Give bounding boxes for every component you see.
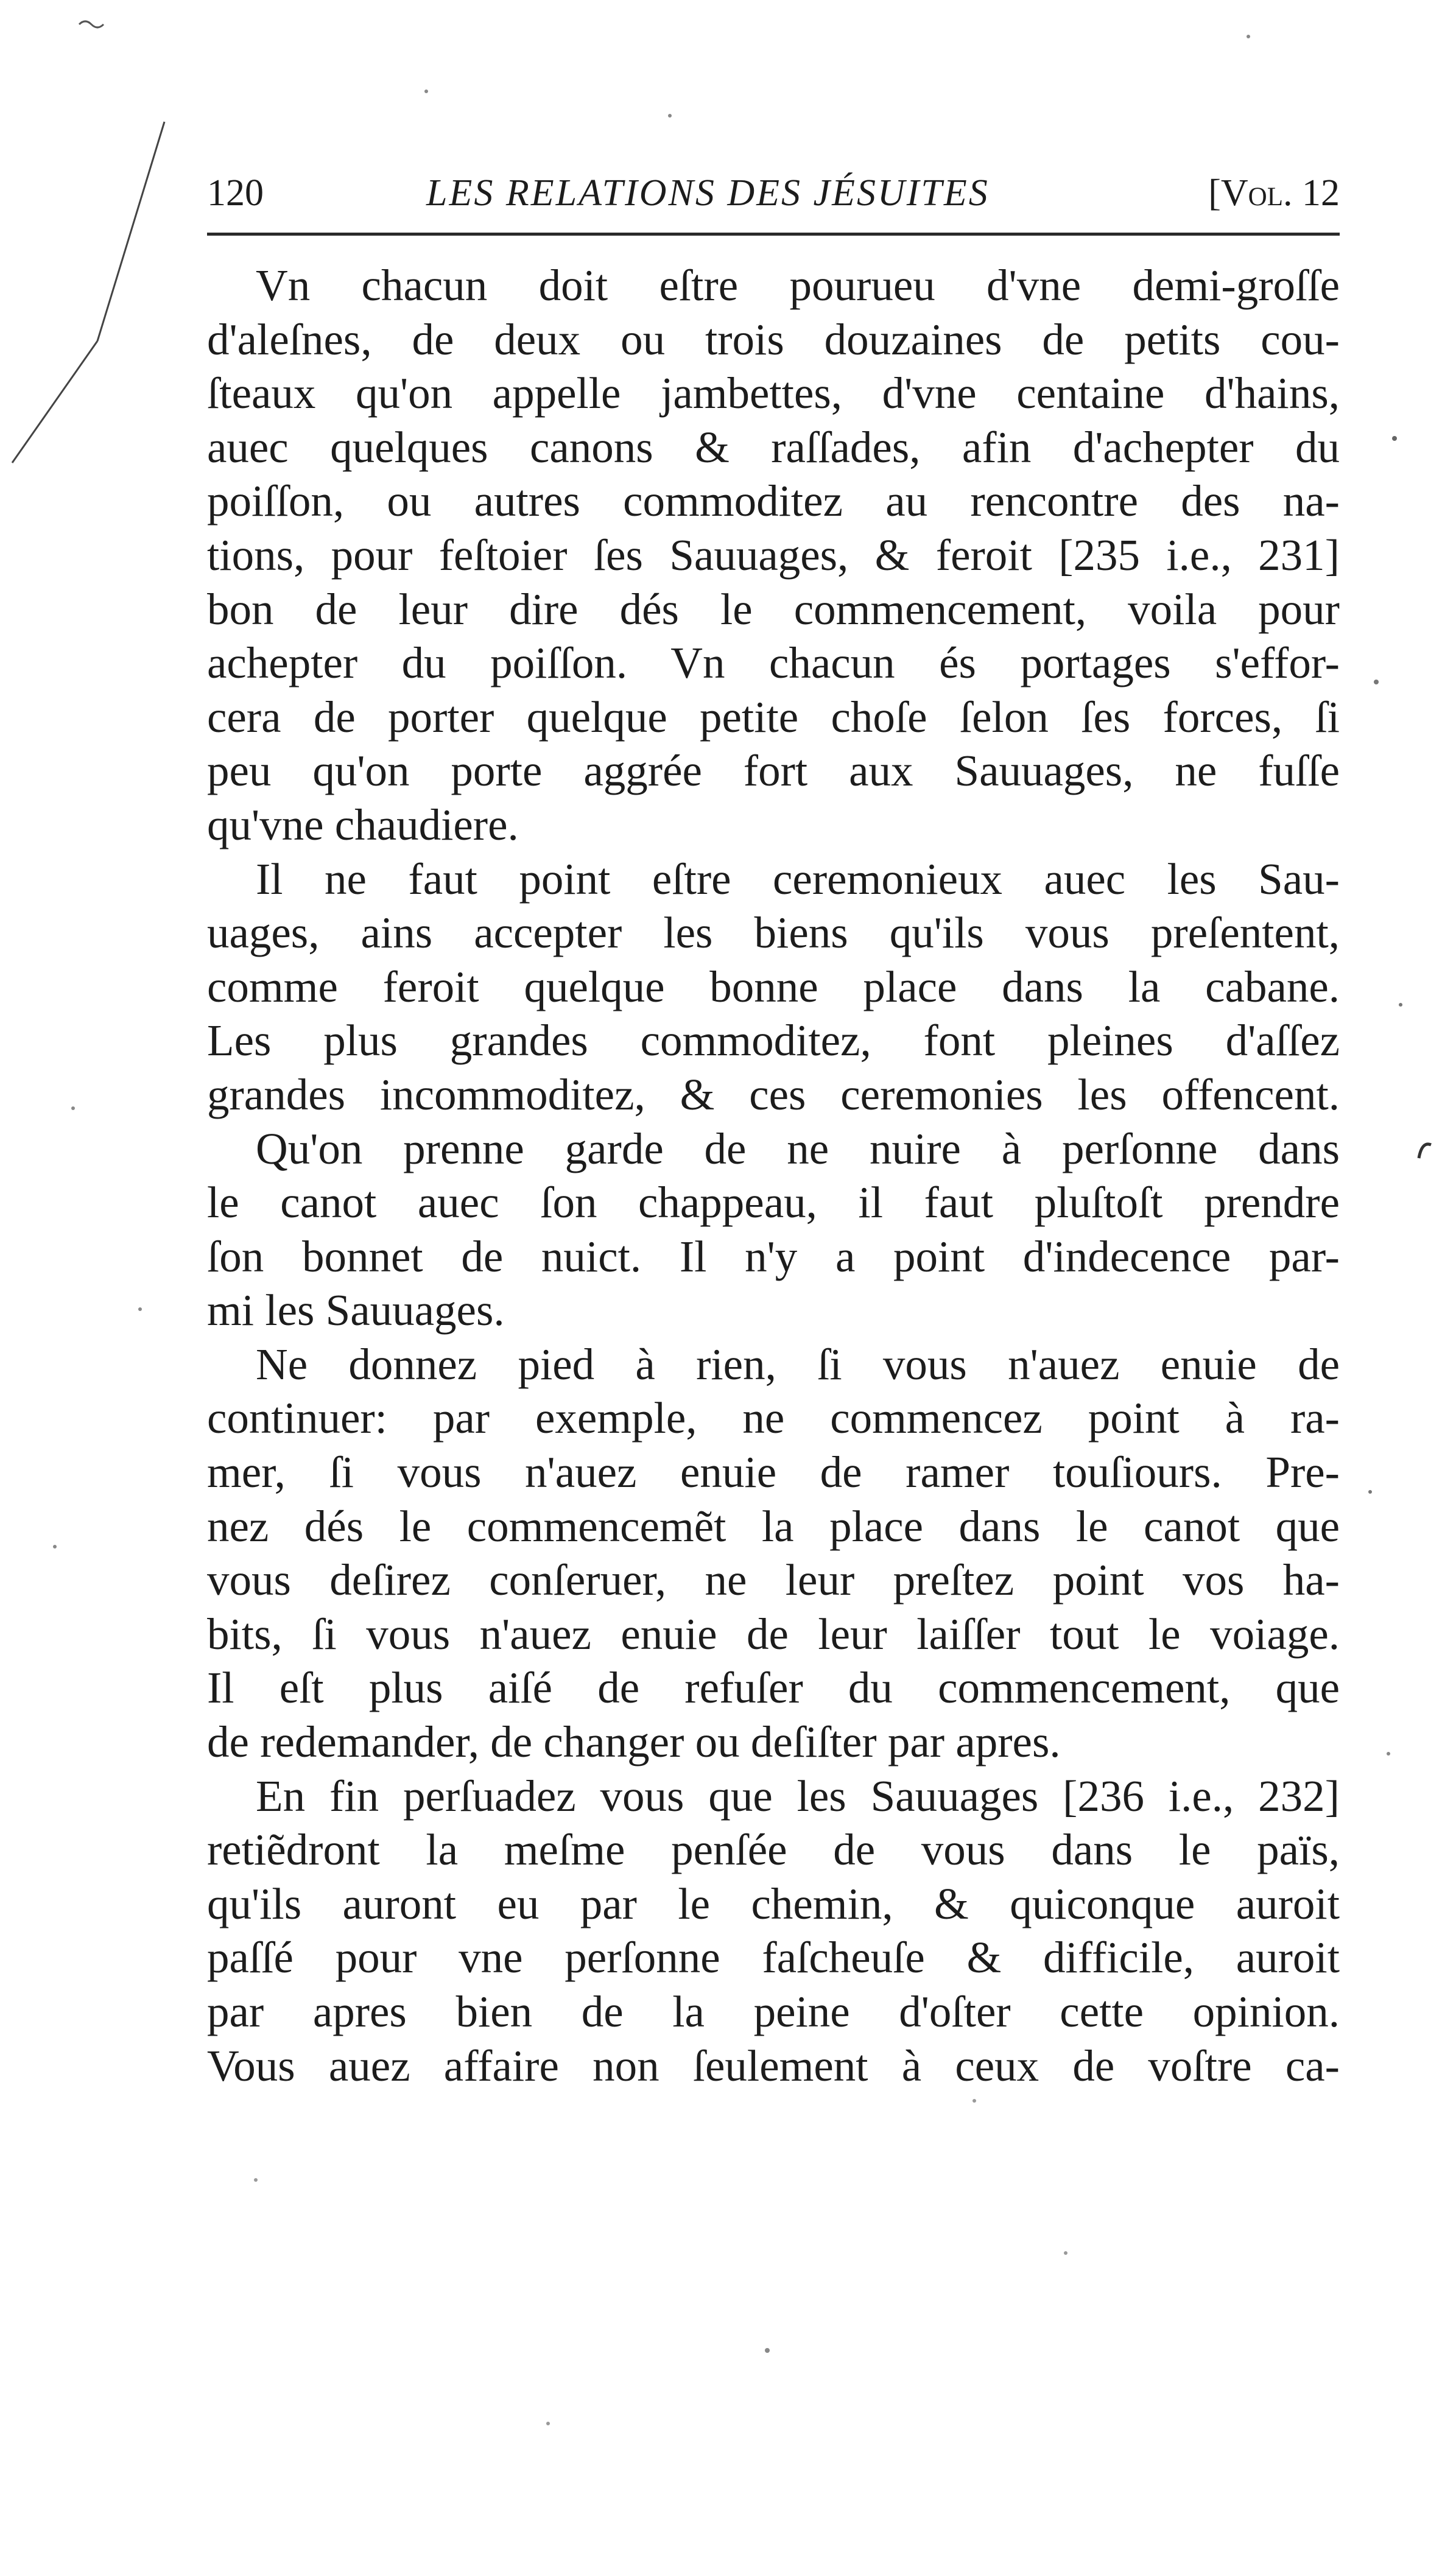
text-line: ſteaux qu'on appelle jambettes, d'vne centaine d'hains, xyxy=(207,368,1340,418)
text-line: Ne donnez pied à rien, ſi vous n'auez enuie de xyxy=(256,1339,1340,1389)
text-line: le canot auec ſon chappeau, il faut pluſtoſt prendre xyxy=(207,1178,1340,1228)
text-line: paſſé pour vne perſonne faſcheuſe & difficile, auroit xyxy=(207,1933,1340,1983)
text-line: peu qu'on porte aggrée fort aux Sauuages, ne fuſſe xyxy=(207,746,1340,796)
text-line: grandes incommoditez, & ces ceremonies les offencent. xyxy=(207,1069,1340,1119)
text-line: vous deſirez conſeruer, ne leur preſtez point vos ha- xyxy=(207,1555,1340,1605)
text-line: Vn chacun doit eſtre pourueu d'vne demi-groſſe xyxy=(256,261,1340,310)
text-line: nez dés le commencemẽt la place dans le canot que xyxy=(207,1501,1340,1551)
text-line: Il ne faut point eſtre ceremonieux auec les Sau- xyxy=(256,854,1340,904)
text-line: Les plus grandes commoditez, font pleines d'aſſez xyxy=(207,1016,1340,1066)
text-line: achepter du poiſſon. Vn chacun és portages s'effor- xyxy=(207,638,1340,688)
text-line: mi les Sauuages. xyxy=(207,1285,505,1335)
text-line: cera de porter quelque petite choſe ſelon ſes forces, ſi xyxy=(207,692,1340,742)
text-line: mer, ſi vous n'auez enuie de ramer touſiours. Pre- xyxy=(207,1447,1340,1497)
text-line: continuer: par exemple, ne commencez point à ra- xyxy=(207,1393,1340,1443)
running-head xyxy=(207,166,1340,220)
header-rule xyxy=(207,233,1340,236)
body-text xyxy=(207,259,1340,2093)
text-line: En fin perſuadez vous que les Sauuages [236 i.e., 232] xyxy=(256,1771,1340,1821)
text-line: de redemander, de changer ou deſiſter par apres. xyxy=(207,1717,1061,1767)
text-line: poiſſon, ou autres commoditez au rencontre des na- xyxy=(207,476,1340,526)
text-line: Qu'on prenne garde de ne nuire à perſonne dans xyxy=(256,1123,1340,1173)
text-line: tions, pour feſtoier ſes Sauuages, & feroit [235 i.e., 231] xyxy=(207,530,1340,580)
text-line: retiẽdront la meſme penſée de vous dans le païs, xyxy=(207,1825,1340,1875)
text-line: Vous auez affaire non ſeulement à ceux de voſtre ca- xyxy=(207,2040,1340,2090)
volume-label: [Vol. 12 xyxy=(1208,172,1340,214)
text-line: Il eſt plus aiſé de refuſer du commencement, que xyxy=(207,1663,1340,1713)
text-line: bits, ſi vous n'auez enuie de leur laiſſer tout le voiage. xyxy=(207,1609,1340,1659)
text-line: bon de leur dire dés le commencement, voila pour xyxy=(207,584,1340,634)
running-title: LES RELATIONS DES JÉSUITES xyxy=(426,172,990,214)
text-line: comme feroit quelque bonne place dans la cabane. xyxy=(207,961,1340,1011)
text-line: qu'vne chaudiere. xyxy=(207,800,519,849)
text-line: par apres bien de la peine d'oſter cette opinion. xyxy=(207,1987,1340,2036)
page-number: 120 xyxy=(207,172,264,214)
text-line: qu'ils auront eu par le chemin, & quiconque auroit xyxy=(207,1879,1340,1928)
text-line: uages, ains accepter les biens qu'ils vous preſentent, xyxy=(207,908,1340,958)
text-line: d'aleſnes, de deux ou trois douzaines de petits cou- xyxy=(207,314,1340,364)
text-line: ſon bonnet de nuict. Il n'y a point d'indecence par- xyxy=(207,1231,1340,1281)
text-line: auec quelques canons & raſſades, afin d'achepter du xyxy=(207,422,1340,472)
